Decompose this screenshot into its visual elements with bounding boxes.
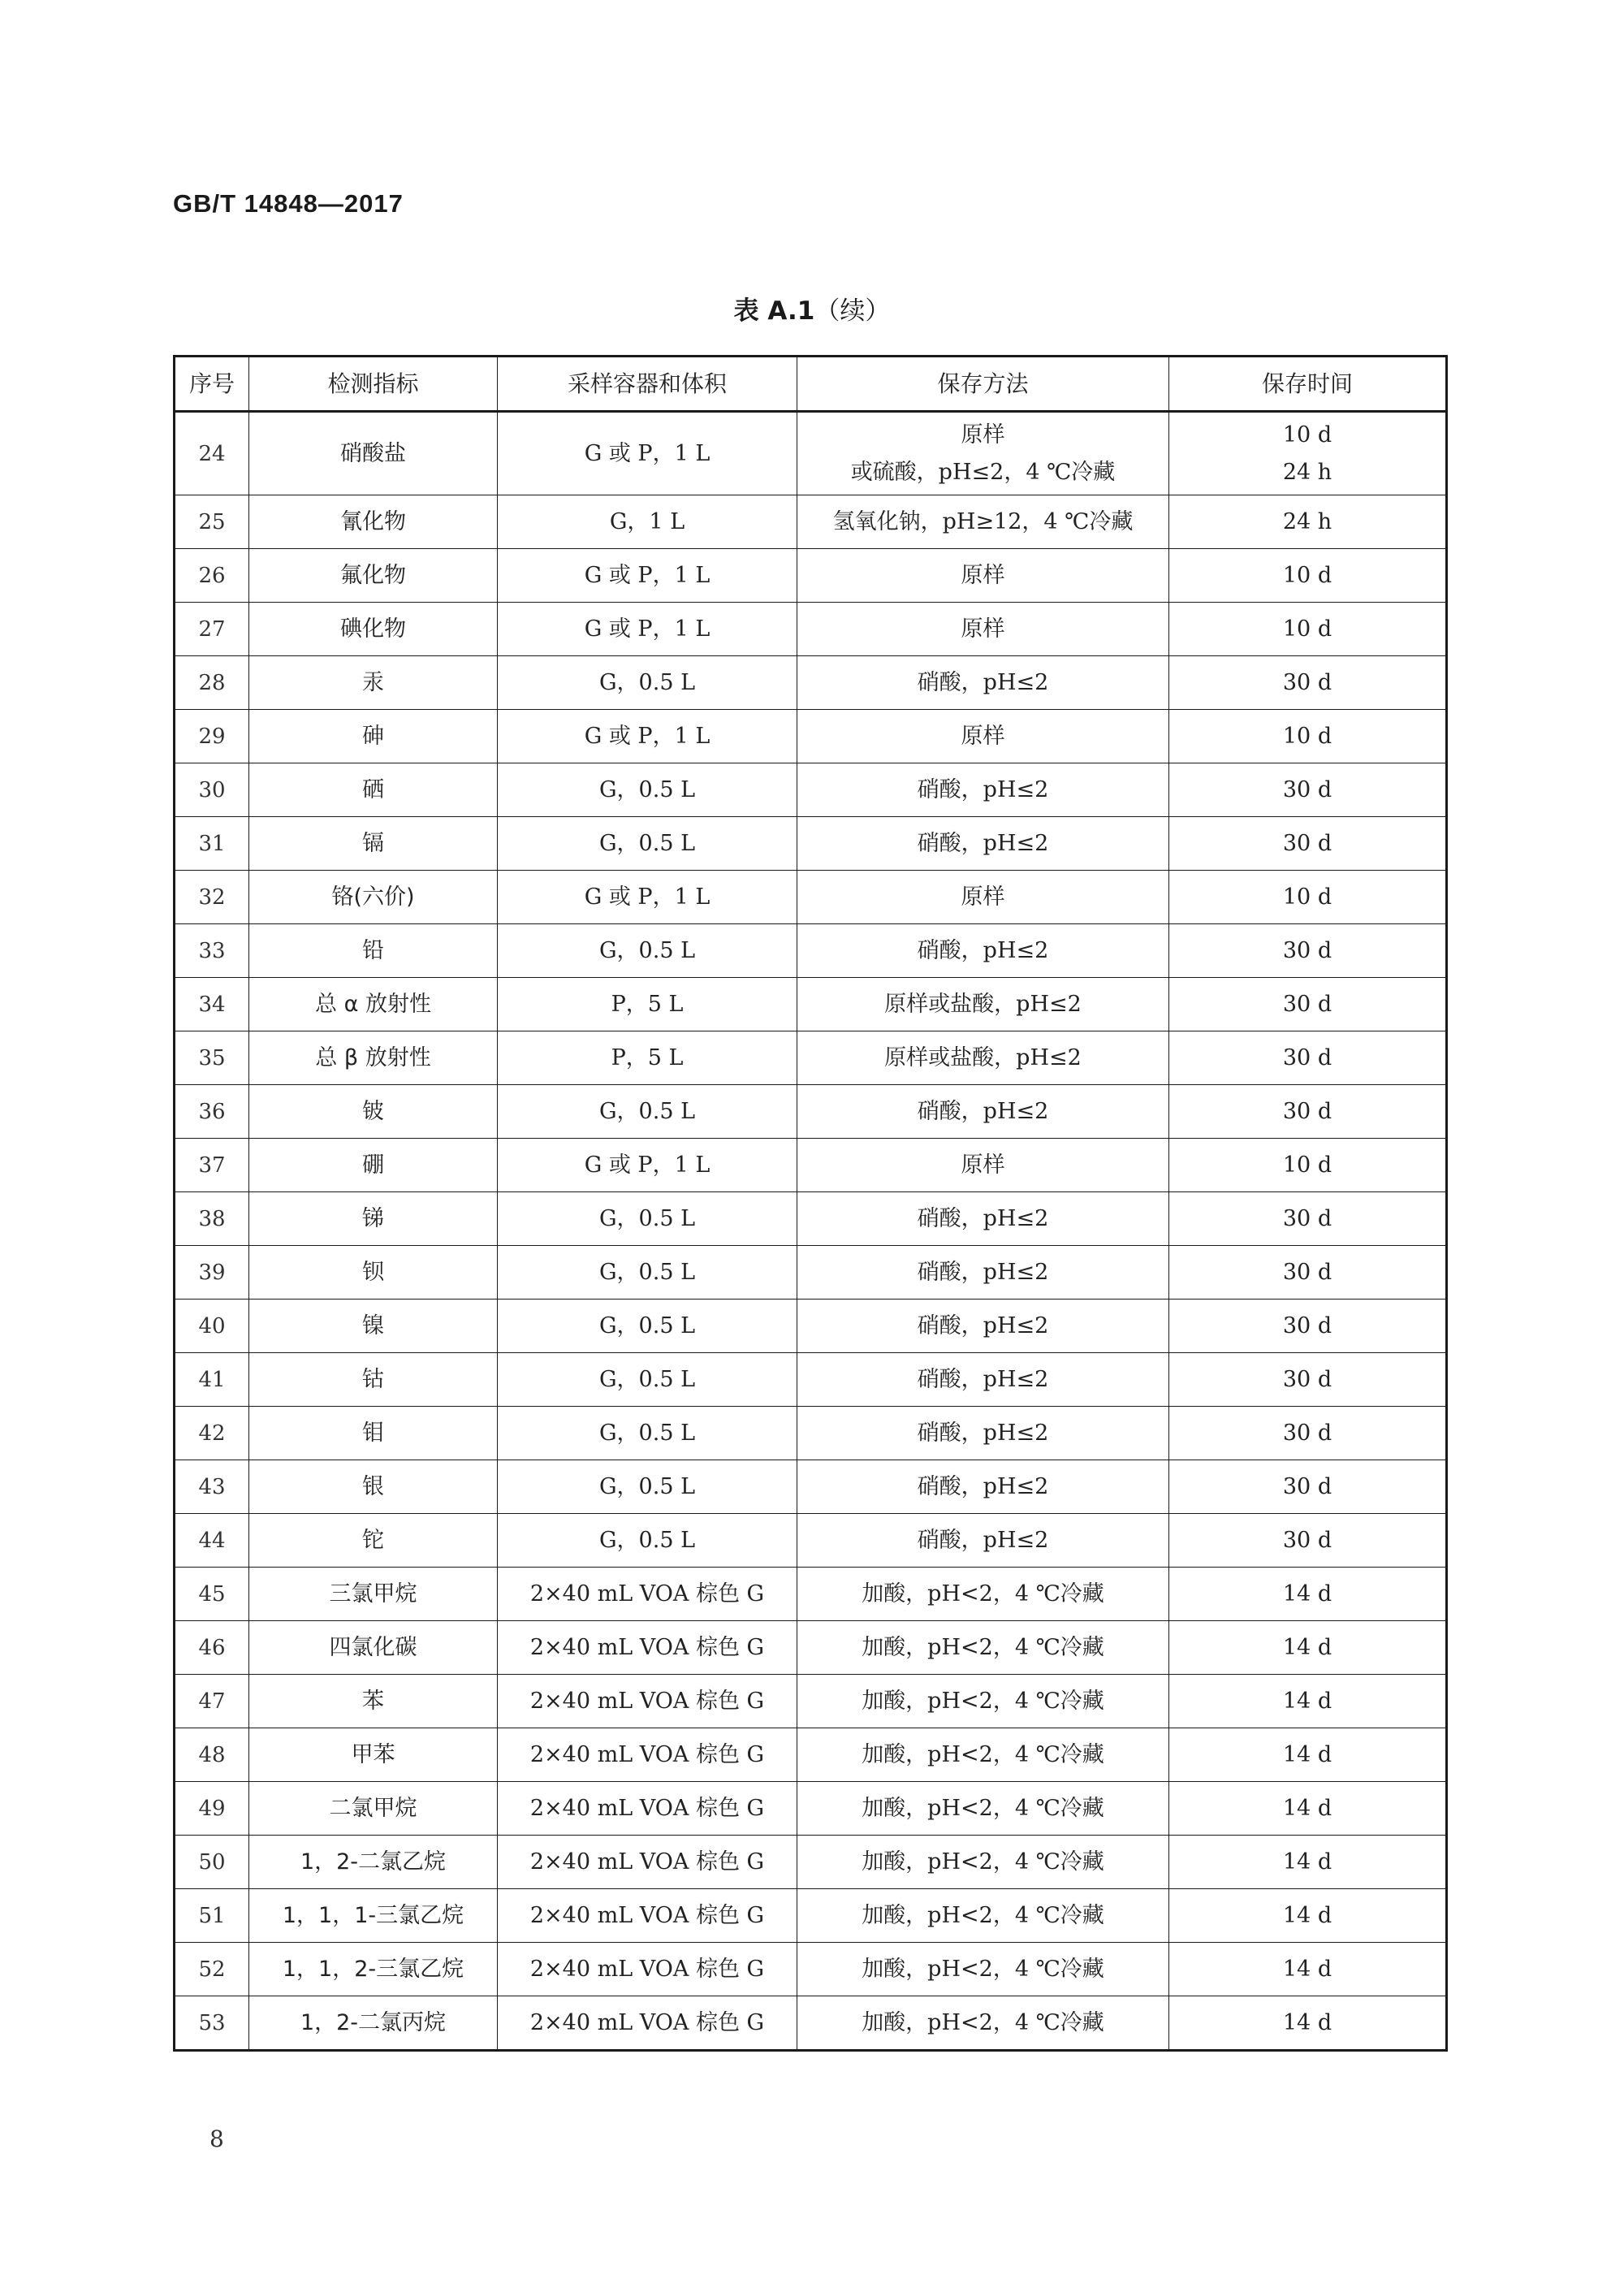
indicator-cell: 硼	[249, 1139, 498, 1192]
time-line: 10 d	[1282, 1152, 1332, 1178]
time-cell	[1169, 1782, 1447, 1836]
time-line: 30 d	[1282, 776, 1332, 802]
method-cell	[797, 1031, 1169, 1085]
indicator-cell: 砷	[249, 710, 498, 763]
table-row	[175, 495, 1447, 549]
method-line: 或硫酸，pH≤2，4 ℃冷藏	[850, 459, 1116, 485]
indicator-cell: 钴	[249, 1353, 498, 1407]
row-number: 45	[175, 1568, 249, 1621]
method-line: 加酸，pH<2，4 ℃冷藏	[862, 1902, 1104, 1928]
table-row	[175, 1996, 1447, 2051]
time-line: 30 d	[1282, 669, 1332, 695]
method-line: 加酸，pH<2，4 ℃冷藏	[862, 1849, 1104, 1875]
method-line: 硝酸，pH≤2	[917, 1205, 1049, 1231]
time-cell	[1169, 1300, 1447, 1353]
method-cell	[797, 1621, 1169, 1675]
table-row	[175, 924, 1447, 978]
container-cell: G，0.5 L	[498, 924, 797, 978]
time-line: 30 d	[1282, 1473, 1332, 1499]
row-number: 33	[175, 924, 249, 978]
table-row	[175, 412, 1447, 495]
table-title	[0, 290, 1624, 327]
table-row	[175, 1889, 1447, 1943]
time-line: 30 d	[1282, 1312, 1332, 1338]
time-line: 14 d	[1282, 1902, 1332, 1928]
time-line: 10 d	[1282, 723, 1332, 749]
row-number: 40	[175, 1300, 249, 1353]
method-line: 硝酸，pH≤2	[917, 1527, 1049, 1553]
indicator-cell: 总 α 放射性	[249, 978, 498, 1031]
row-number: 25	[175, 495, 249, 549]
time-cell	[1169, 763, 1447, 817]
time-line: 30 d	[1282, 830, 1332, 856]
method-cell	[797, 656, 1169, 710]
indicator-cell: 1，1，1-三氯乙烷	[249, 1889, 498, 1943]
indicator-cell: 四氯化碳	[249, 1621, 498, 1675]
row-number: 52	[175, 1943, 249, 1996]
row-number: 32	[175, 871, 249, 924]
time-line: 30 d	[1282, 1098, 1332, 1124]
container-cell: 2×40 mL VOA 棕色 G	[498, 1675, 797, 1728]
container-cell: G，0.5 L	[498, 1460, 797, 1514]
row-number: 36	[175, 1085, 249, 1139]
container-cell: G，0.5 L	[498, 1353, 797, 1407]
row-number: 34	[175, 978, 249, 1031]
indicator-cell: 硝酸盐	[249, 412, 498, 495]
row-number: 41	[175, 1353, 249, 1407]
column-header-indicator: 检测指标	[249, 357, 498, 412]
method-line: 加酸，pH<2，4 ℃冷藏	[862, 1581, 1104, 1607]
indicator-cell: 碘化物	[249, 603, 498, 656]
method-cell	[797, 1836, 1169, 1889]
time-line: 10 d	[1282, 422, 1332, 448]
method-cell	[797, 871, 1169, 924]
time-line: 14 d	[1282, 1849, 1332, 1875]
method-line: 硝酸，pH≤2	[917, 1366, 1049, 1392]
method-cell	[797, 1782, 1169, 1836]
column-header-method: 保存方法	[797, 357, 1169, 412]
row-number: 38	[175, 1192, 249, 1246]
row-number: 48	[175, 1728, 249, 1782]
container-cell: G，0.5 L	[498, 1246, 797, 1300]
method-line: 加酸，pH<2，4 ℃冷藏	[862, 1956, 1104, 1982]
method-line: 硝酸，pH≤2	[917, 1420, 1049, 1446]
time-line: 10 d	[1282, 884, 1332, 910]
container-cell: 2×40 mL VOA 棕色 G	[498, 1943, 797, 1996]
indicator-cell: 苯	[249, 1675, 498, 1728]
row-number: 51	[175, 1889, 249, 1943]
row-number: 53	[175, 1996, 249, 2051]
method-line: 硝酸，pH≤2	[917, 1259, 1049, 1285]
time-line: 30 d	[1282, 991, 1332, 1017]
indicator-cell: 二氯甲烷	[249, 1782, 498, 1836]
time-cell	[1169, 1246, 1447, 1300]
indicator-cell: 汞	[249, 656, 498, 710]
container-cell: G 或 P，1 L	[498, 1139, 797, 1192]
time-cell	[1169, 871, 1447, 924]
method-cell	[797, 817, 1169, 871]
row-number: 37	[175, 1139, 249, 1192]
method-cell	[797, 1996, 1169, 2051]
time-cell	[1169, 495, 1447, 549]
page-number: 8	[209, 2126, 224, 2152]
container-cell: G，0.5 L	[498, 1300, 797, 1353]
container-cell: G 或 P，1 L	[498, 603, 797, 656]
method-cell	[797, 1192, 1169, 1246]
container-cell: P，5 L	[498, 1031, 797, 1085]
table-row	[175, 1782, 1447, 1836]
time-line: 30 d	[1282, 1366, 1332, 1392]
container-cell: G 或 P，1 L	[498, 549, 797, 603]
time-line: 14 d	[1282, 1688, 1332, 1714]
table-row	[175, 710, 1447, 763]
table-row	[175, 1085, 1447, 1139]
time-line: 14 d	[1282, 1795, 1332, 1821]
method-cell	[797, 1568, 1169, 1621]
indicator-cell: 氟化物	[249, 549, 498, 603]
container-cell: 2×40 mL VOA 棕色 G	[498, 1889, 797, 1943]
time-line: 10 d	[1282, 562, 1332, 588]
method-cell	[797, 710, 1169, 763]
table-row	[175, 763, 1447, 817]
method-line: 硝酸，pH≤2	[917, 937, 1049, 963]
indicator-cell: 钡	[249, 1246, 498, 1300]
row-number: 27	[175, 603, 249, 656]
container-cell: G，1 L	[498, 495, 797, 549]
container-cell: G，0.5 L	[498, 763, 797, 817]
time-cell	[1169, 1031, 1447, 1085]
time-cell	[1169, 656, 1447, 710]
indicator-cell: 锑	[249, 1192, 498, 1246]
table-header-row	[175, 357, 1447, 412]
method-cell	[797, 1460, 1169, 1514]
table-body	[175, 412, 1447, 2051]
row-number: 42	[175, 1407, 249, 1460]
method-line: 原样	[961, 884, 1005, 910]
method-cell	[797, 763, 1169, 817]
table-row	[175, 1621, 1447, 1675]
table-row	[175, 1943, 1447, 1996]
method-cell	[797, 1300, 1169, 1353]
container-cell: 2×40 mL VOA 棕色 G	[498, 1836, 797, 1889]
method-line: 原样	[961, 723, 1005, 749]
indicator-cell: 镍	[249, 1300, 498, 1353]
time-cell	[1169, 1085, 1447, 1139]
table-row	[175, 1514, 1447, 1568]
container-cell: G，0.5 L	[498, 1085, 797, 1139]
table-row	[175, 1031, 1447, 1085]
table-row	[175, 656, 1447, 710]
time-cell	[1169, 817, 1447, 871]
method-cell	[797, 1889, 1169, 1943]
table-row	[175, 1353, 1447, 1407]
method-cell	[797, 1246, 1169, 1300]
method-cell	[797, 549, 1169, 603]
row-number: 35	[175, 1031, 249, 1085]
container-cell: G 或 P，1 L	[498, 710, 797, 763]
time-line: 30 d	[1282, 937, 1332, 963]
method-line: 加酸，pH<2，4 ℃冷藏	[862, 1795, 1104, 1821]
table-row	[175, 603, 1447, 656]
time-cell	[1169, 1889, 1447, 1943]
time-line: 30 d	[1282, 1420, 1332, 1446]
method-line: 加酸，pH<2，4 ℃冷藏	[862, 1741, 1104, 1767]
container-cell: G，0.5 L	[498, 656, 797, 710]
time-cell	[1169, 549, 1447, 603]
time-cell	[1169, 1139, 1447, 1192]
row-number: 49	[175, 1782, 249, 1836]
time-cell	[1169, 1943, 1447, 1996]
method-cell	[797, 495, 1169, 549]
time-cell	[1169, 1675, 1447, 1728]
row-number: 28	[175, 656, 249, 710]
container-cell: 2×40 mL VOA 棕色 G	[498, 1621, 797, 1675]
indicator-cell: 钼	[249, 1407, 498, 1460]
table-row	[175, 1675, 1447, 1728]
time-cell	[1169, 1836, 1447, 1889]
container-cell: 2×40 mL VOA 棕色 G	[498, 1568, 797, 1621]
container-cell: G，0.5 L	[498, 817, 797, 871]
container-cell: 2×40 mL VOA 棕色 G	[498, 1782, 797, 1836]
container-cell: G，0.5 L	[498, 1192, 797, 1246]
container-cell: P，5 L	[498, 978, 797, 1031]
row-number: 24	[175, 412, 249, 495]
indicator-cell: 甲苯	[249, 1728, 498, 1782]
column-header-time: 保存时间	[1169, 357, 1447, 412]
time-cell	[1169, 710, 1447, 763]
time-line: 30 d	[1282, 1527, 1332, 1553]
time-cell	[1169, 978, 1447, 1031]
table-row	[175, 1246, 1447, 1300]
container-cell: G，0.5 L	[498, 1514, 797, 1568]
table-row	[175, 1728, 1447, 1782]
sampling-preservation-table	[173, 355, 1448, 2052]
row-number: 47	[175, 1675, 249, 1728]
column-header-no: 序号	[175, 357, 249, 412]
time-cell	[1169, 1192, 1447, 1246]
row-number: 43	[175, 1460, 249, 1514]
time-line: 30 d	[1282, 1205, 1332, 1231]
table-row	[175, 1836, 1447, 1889]
table-row	[175, 817, 1447, 871]
method-cell	[797, 978, 1169, 1031]
container-cell: 2×40 mL VOA 棕色 G	[498, 1728, 797, 1782]
method-cell	[797, 924, 1169, 978]
container-cell: 2×40 mL VOA 棕色 G	[498, 1996, 797, 2051]
indicator-cell: 铅	[249, 924, 498, 978]
table-continued-mark: （续）	[814, 296, 891, 326]
method-line: 硝酸，pH≤2	[917, 776, 1049, 802]
time-line: 14 d	[1282, 2009, 1332, 2035]
time-cell	[1169, 1996, 1447, 2051]
method-cell	[797, 1728, 1169, 1782]
table-row	[175, 549, 1447, 603]
column-header-container: 采样容器和体积	[498, 357, 797, 412]
table-row	[175, 1460, 1447, 1514]
indicator-cell: 氰化物	[249, 495, 498, 549]
indicator-cell: 总 β 放射性	[249, 1031, 498, 1085]
table-row	[175, 1568, 1447, 1621]
indicator-cell: 硒	[249, 763, 498, 817]
indicator-cell: 镉	[249, 817, 498, 871]
method-line: 氢氧化钠，pH≥12，4 ℃冷藏	[832, 508, 1134, 534]
indicator-cell: 1，2-二氯乙烷	[249, 1836, 498, 1889]
time-cell	[1169, 924, 1447, 978]
method-line: 加酸，pH<2，4 ℃冷藏	[862, 1688, 1104, 1714]
time-cell	[1169, 1460, 1447, 1514]
indicator-cell: 银	[249, 1460, 498, 1514]
row-number: 46	[175, 1621, 249, 1675]
method-line: 加酸，pH<2，4 ℃冷藏	[862, 2009, 1104, 2035]
time-cell	[1169, 603, 1447, 656]
table-row	[175, 1300, 1447, 1353]
indicator-cell: 三氯甲烷	[249, 1568, 498, 1621]
time-cell	[1169, 1728, 1447, 1782]
method-cell	[797, 1943, 1169, 1996]
time-cell	[1169, 1621, 1447, 1675]
method-line: 硝酸，pH≤2	[917, 830, 1049, 856]
method-cell	[797, 1085, 1169, 1139]
time-cell	[1169, 1514, 1447, 1568]
standard-code: GB/T 14848—2017	[173, 189, 404, 218]
time-line: 30 d	[1282, 1259, 1332, 1285]
row-number: 30	[175, 763, 249, 817]
indicator-cell: 铬(六价)	[249, 871, 498, 924]
method-line: 原样或盐酸，pH≤2	[884, 1044, 1082, 1070]
indicator-cell: 铊	[249, 1514, 498, 1568]
method-cell	[797, 412, 1169, 495]
time-line: 14 d	[1282, 1581, 1332, 1607]
row-number: 29	[175, 710, 249, 763]
indicator-cell: 1，2-二氯丙烷	[249, 1996, 498, 2051]
method-cell	[797, 1407, 1169, 1460]
method-line: 硝酸，pH≤2	[917, 1312, 1049, 1338]
time-line: 24 h	[1282, 459, 1332, 485]
time-cell	[1169, 1407, 1447, 1460]
table-row	[175, 1407, 1447, 1460]
time-line: 30 d	[1282, 1044, 1332, 1070]
table-row	[175, 871, 1447, 924]
row-number: 26	[175, 549, 249, 603]
method-line: 原样	[961, 616, 1005, 642]
container-cell: G，0.5 L	[498, 1407, 797, 1460]
method-cell	[797, 1353, 1169, 1407]
container-cell: G 或 P，1 L	[498, 412, 797, 495]
method-line: 原样或盐酸，pH≤2	[884, 991, 1082, 1017]
time-line: 10 d	[1282, 616, 1332, 642]
method-line: 原样	[961, 422, 1005, 448]
table-row	[175, 1139, 1447, 1192]
time-cell	[1169, 412, 1447, 495]
time-cell	[1169, 1568, 1447, 1621]
method-line: 原样	[961, 562, 1005, 588]
method-line: 加酸，pH<2，4 ℃冷藏	[862, 1634, 1104, 1660]
row-number: 31	[175, 817, 249, 871]
time-line: 24 h	[1282, 508, 1332, 534]
time-line: 14 d	[1282, 1741, 1332, 1767]
row-number: 50	[175, 1836, 249, 1889]
row-number: 44	[175, 1514, 249, 1568]
method-line: 硝酸，pH≤2	[917, 669, 1049, 695]
method-line: 原样	[961, 1152, 1005, 1178]
method-line: 硝酸，pH≤2	[917, 1473, 1049, 1499]
row-number: 39	[175, 1246, 249, 1300]
table-row	[175, 1192, 1447, 1246]
container-cell: G 或 P，1 L	[498, 871, 797, 924]
method-cell	[797, 603, 1169, 656]
method-line: 硝酸，pH≤2	[917, 1098, 1049, 1124]
method-cell	[797, 1139, 1169, 1192]
method-cell	[797, 1675, 1169, 1728]
method-cell	[797, 1514, 1169, 1568]
table-row	[175, 978, 1447, 1031]
indicator-cell: 铍	[249, 1085, 498, 1139]
time-line: 14 d	[1282, 1956, 1332, 1982]
indicator-cell: 1，1，2-三氯乙烷	[249, 1943, 498, 1996]
table-title-label: 表 A.1	[733, 296, 815, 326]
time-cell	[1169, 1353, 1447, 1407]
time-line: 14 d	[1282, 1634, 1332, 1660]
